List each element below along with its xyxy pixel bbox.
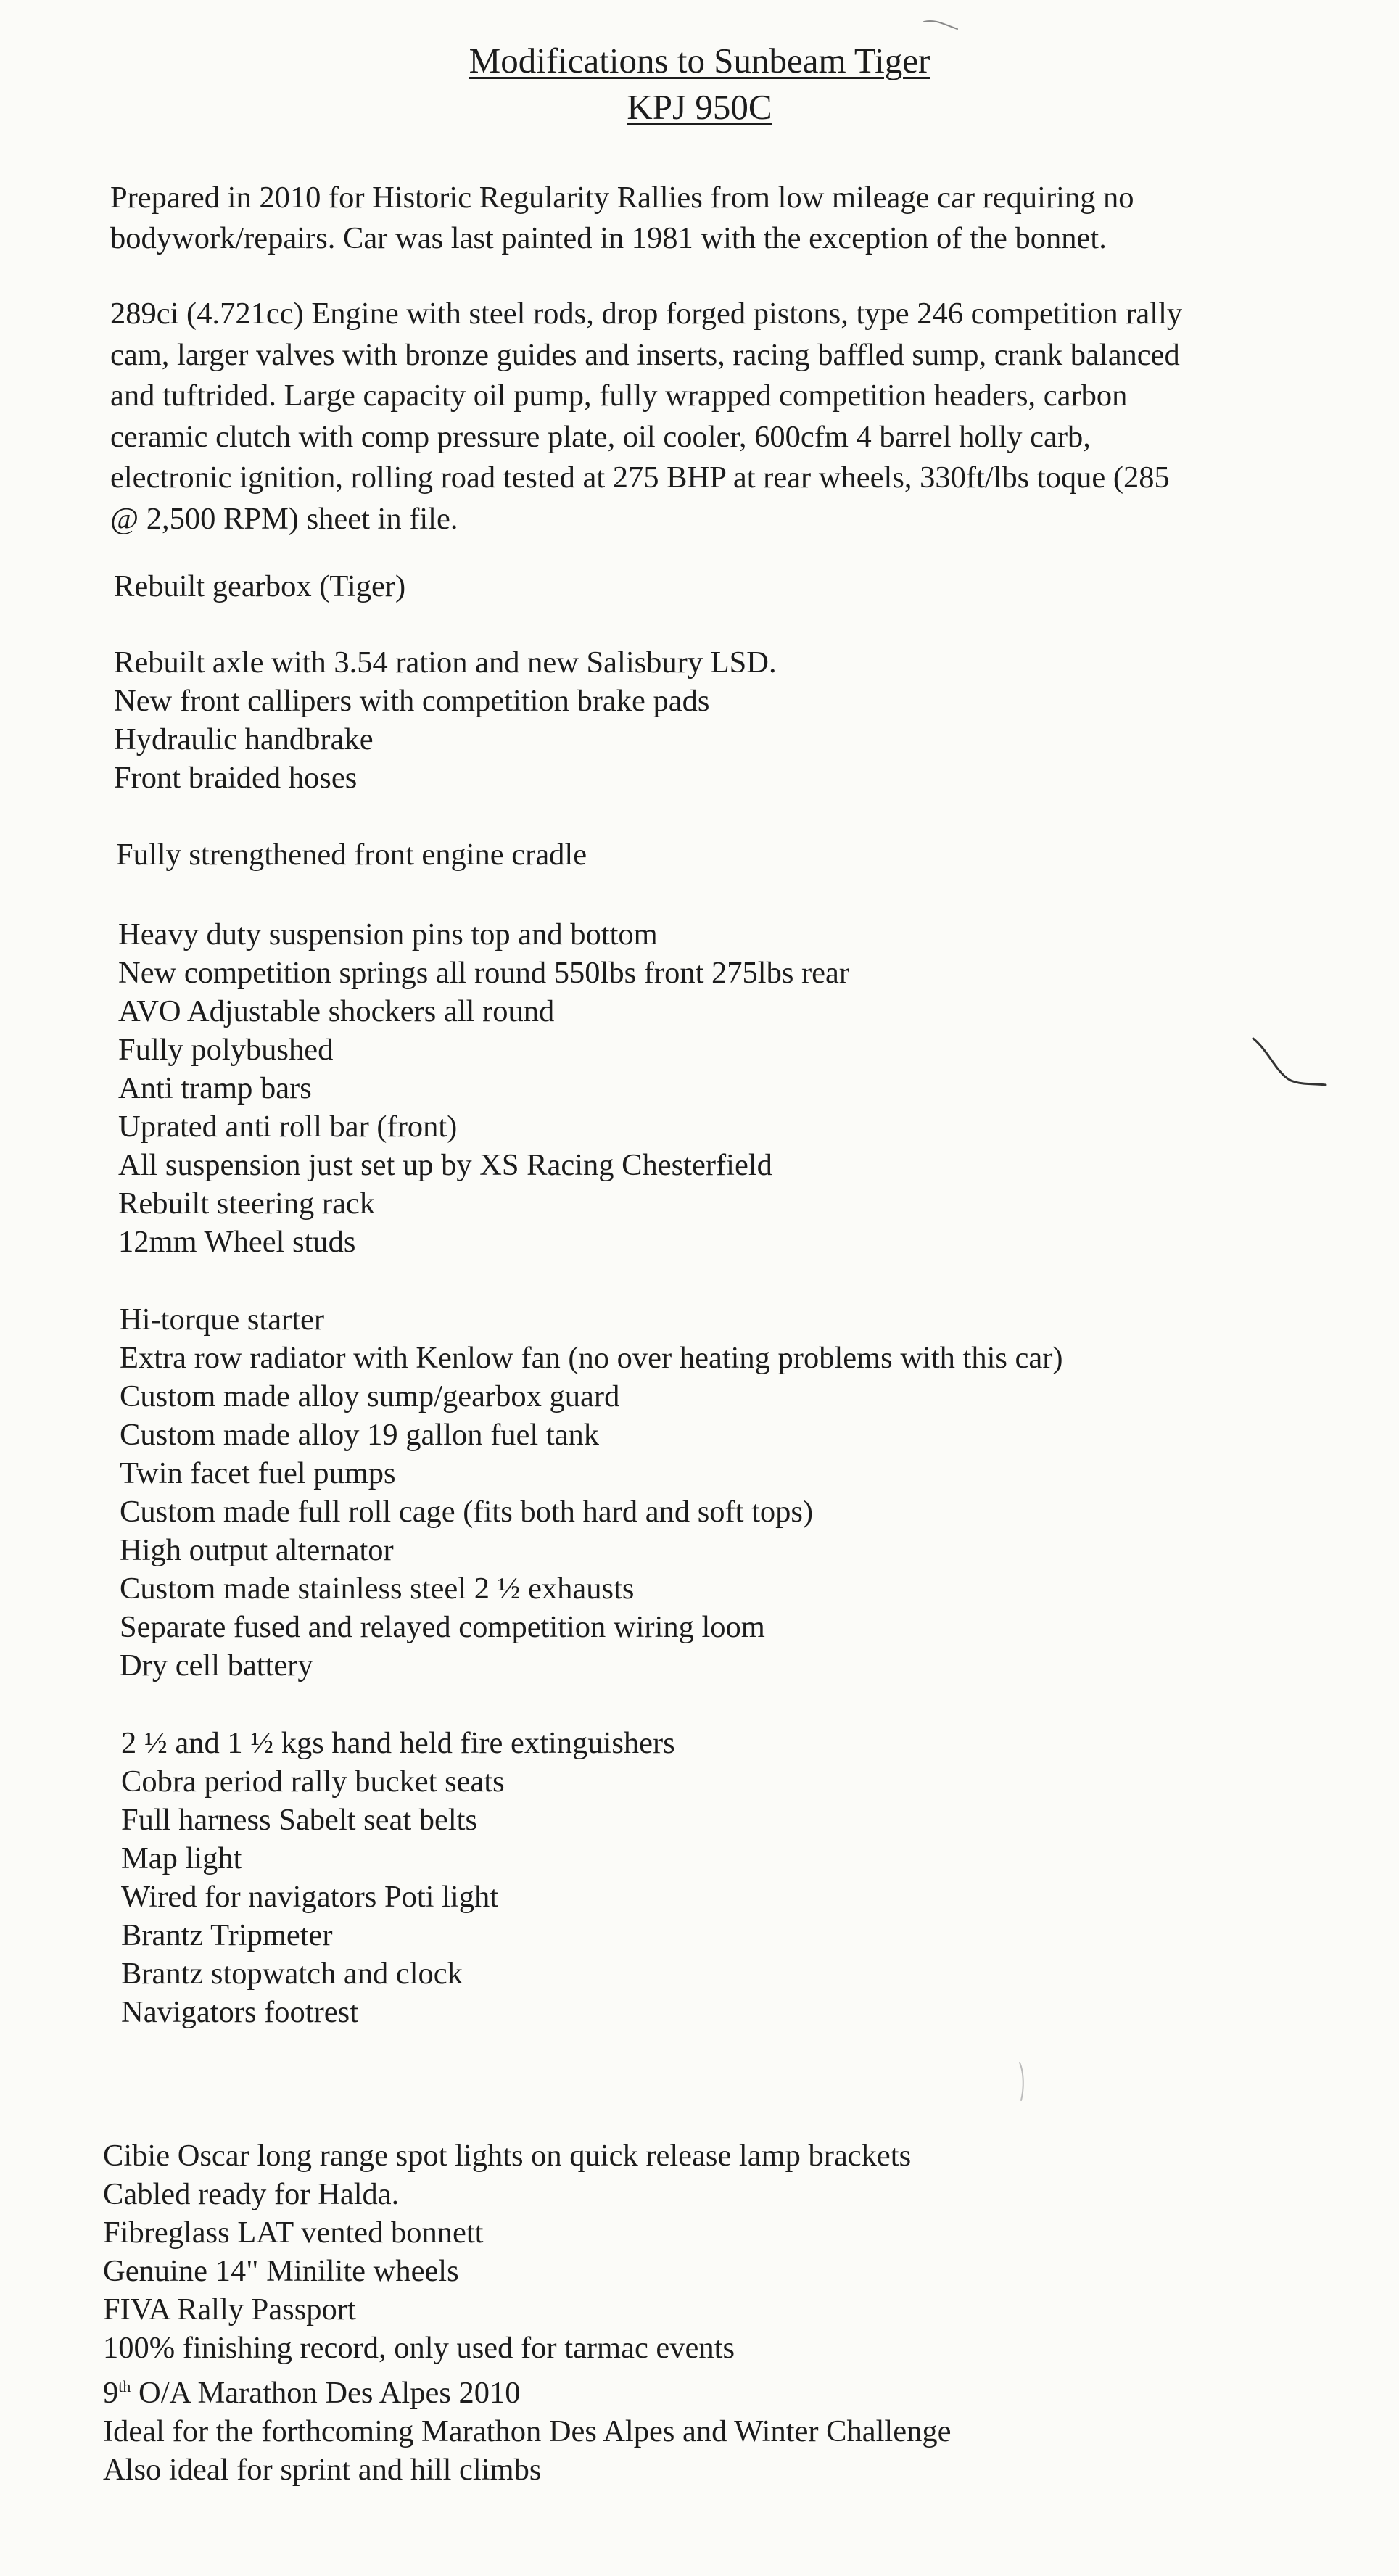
text-line: cam, larger valves with bronze guides and inserts, racing baffled sump, crank balanced: [110, 337, 1180, 372]
text-line: electronic ignition, rolling road tested at 275 BHP at rear wheels, 330ft/lbs toque (285: [110, 461, 1170, 495]
text-line: Wired for navigators Poti light: [121, 1880, 499, 1914]
text-line: Cibie Oscar long range spot lights on quick release lamp brackets: [103, 2139, 912, 2173]
engine-paragraph: [110, 294, 1182, 540]
text-line: All suspension just set up by XS Racing Chesterfield: [118, 1148, 772, 1182]
text-line: Brantz stopwatch and clock: [121, 1957, 463, 1991]
text-line: Heavy duty suspension pins top and bottom: [118, 917, 658, 951]
text-line: Extra row radiator with Kenlow fan (no over heating problems with this car): [120, 1341, 1063, 1375]
text-line: ceramic clutch with comp pressure plate, oil cooler, 600cfm 4 barrel holly carb,: [110, 419, 1091, 454]
text-line: Brantz Tripmeter: [121, 1918, 333, 1952]
text-line: FIVA Rally Passport: [103, 2292, 356, 2327]
text-line: Hydraulic handbrake: [114, 722, 374, 756]
text-line: Hi-torque starter: [120, 1303, 325, 1337]
pen-mark-decoration: [1015, 2060, 1030, 2103]
suspension-section: [118, 915, 849, 1261]
pen-mark-decoration: [1247, 1030, 1334, 1095]
pen-mark-decoration: [921, 15, 965, 36]
text-line: Fully strengthened front engine cradle: [116, 838, 587, 872]
text-line: 2 ½ and 1 ½ kgs hand held fire extinguishers: [121, 1726, 675, 1760]
text-line: New competition springs all round 550lbs front 275lbs rear: [118, 956, 850, 990]
text-line: Front braided hoses: [114, 761, 358, 795]
text-line: and tuftrided. Large capacity oil pump, fully wrapped competition headers, carbon: [110, 379, 1128, 413]
axle-brakes-section: [114, 643, 777, 797]
text-line: Navigators footrest: [121, 1995, 358, 2029]
text-line: Custom made full roll cage (fits both hard and soft tops): [120, 1495, 814, 1529]
document-title: [0, 38, 1399, 131]
title-line-2: KPJ 950C: [627, 87, 772, 127]
ordinal-suffix: th: [118, 2377, 131, 2395]
cradle-section: [116, 835, 587, 874]
interior-section: [121, 1724, 675, 2031]
text-line: High output alternator: [120, 1533, 394, 1567]
text-line: Anti tramp bars: [118, 1071, 312, 1105]
text-line: Full harness Sabelt seat belts: [121, 1803, 478, 1837]
text-line: Cobra period rally bucket seats: [121, 1764, 505, 1799]
extras-line-ordinal: 9th O/A Marathon Des Alpes 2010: [103, 2376, 521, 2411]
text-line: @ 2,500 RPM) sheet in file.: [110, 501, 458, 536]
text-line: Cabled ready for Halda.: [103, 2177, 400, 2211]
text-line: Genuine 14" Minilite wheels: [103, 2254, 459, 2288]
text-line: Also ideal for sprint and hill climbs: [103, 2453, 542, 2488]
text-line: Rebuilt axle with 3.54 ration and new Salisbury LSD.: [114, 645, 777, 680]
title-line-1: Modifications to Sunbeam Tiger: [469, 41, 930, 80]
text-line: Map light: [121, 1841, 242, 1875]
text-line: Fibreglass LAT vented bonnett: [103, 2216, 484, 2250]
text-line: Uprated anti roll bar (front): [118, 1110, 458, 1144]
gearbox-section: [114, 567, 405, 606]
text-line: 12mm Wheel studs: [118, 1225, 356, 1259]
text-line: Twin facet fuel pumps: [120, 1456, 396, 1490]
text-line: Rebuilt steering rack: [118, 1186, 376, 1221]
text-line: Custom made stainless steel 2 ½ exhausts: [120, 1572, 635, 1606]
text-line: Prepared in 2010 for Historic Regularity Rallies from low mileage car requiring no: [110, 181, 1134, 215]
text-line: Separate fused and relayed competition wiring loom: [120, 1610, 765, 1644]
text-line: New front callipers with competition brake pads: [114, 684, 710, 718]
text-line: bodywork/repairs. Car was last painted in 1981 with the exception of the bonnet.: [110, 221, 1107, 255]
extras-section: [103, 2137, 951, 2489]
text-line: Dry cell battery: [120, 1648, 313, 1683]
text-line: Rebuilt gearbox (Tiger): [114, 569, 406, 603]
text-line: 100% finishing record, only used for tarmac events: [103, 2331, 735, 2365]
text-line: Ideal for the forthcoming Marathon Des Alpes and Winter Challenge: [103, 2414, 952, 2449]
ancillaries-section: [120, 1300, 1063, 1685]
text-line: AVO Adjustable shockers all round: [118, 994, 555, 1028]
text-line: Fully polybushed: [118, 1033, 334, 1067]
text-line: 289ci (4.721cc) Engine with steel rods, drop forged pistons, type 246 competition rally: [110, 297, 1183, 331]
intro-paragraph: [110, 178, 1134, 259]
text-line: Custom made alloy 19 gallon fuel tank: [120, 1418, 599, 1452]
text-line: Custom made alloy sump/gearbox guard: [120, 1379, 620, 1413]
